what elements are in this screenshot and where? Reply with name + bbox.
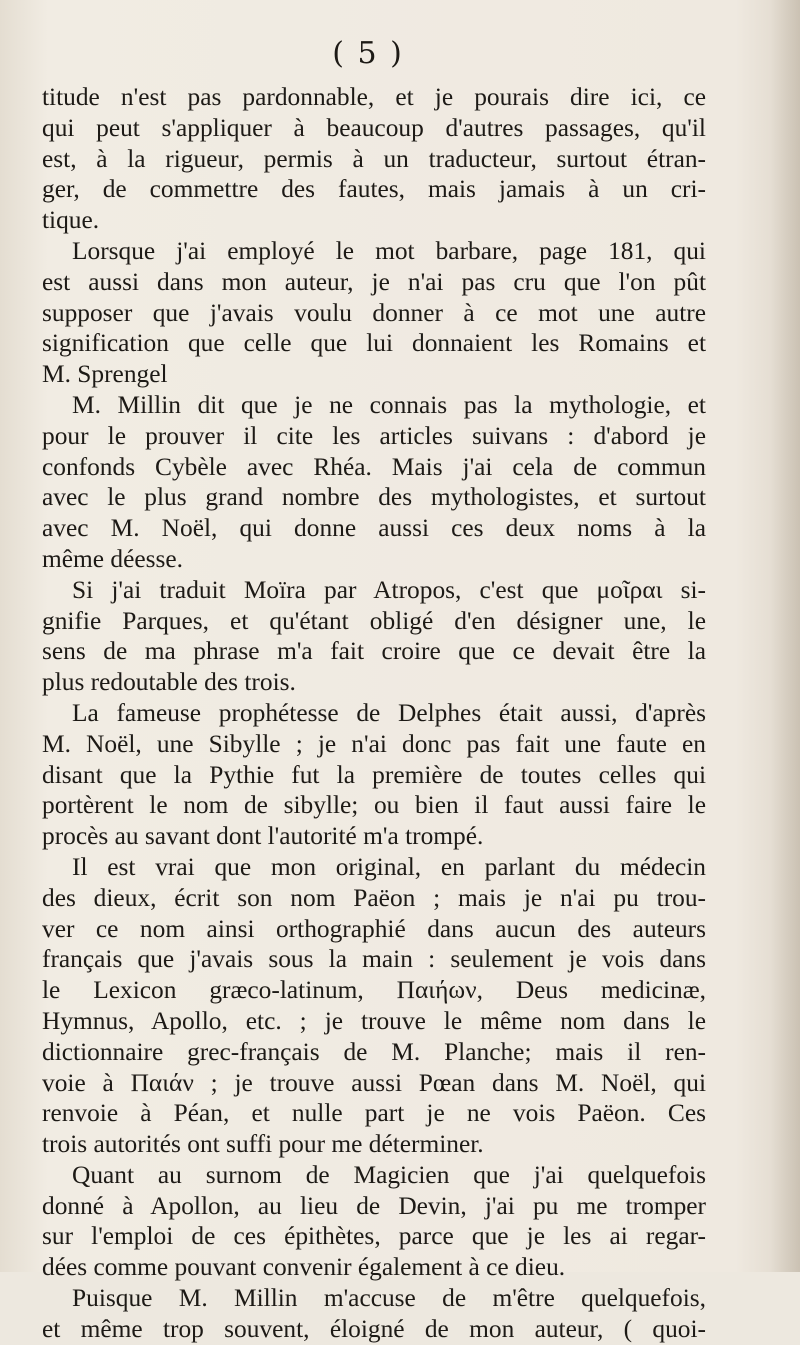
text-line: supposer que j'avais voulu donner à ce mot une autre	[42, 298, 706, 327]
text-line: dées comme pouvant convenir également à ce dieu.	[42, 1253, 566, 1282]
text-line: trois autorités ont suffi pour me déterminer.	[42, 1130, 484, 1159]
text-line: Si j'ai traduit Moïra par Atropos, c'est que μοῖραι si-	[72, 575, 706, 604]
text-line: avec le plus grand nombre des mythologistes, et surtout	[42, 483, 706, 512]
text-line: Hymnus, Apollo, etc. ; je trouve le même nom dans le	[42, 1006, 706, 1035]
text-line: confonds Cybèle avec Rhéa. Mais j'ai cela de commun	[42, 452, 706, 481]
text-line: signification que celle que lui donnaient les Romains et	[42, 329, 706, 358]
text-line: des dieux, écrit son nom Paëon ; mais je n'ai pu trou-	[42, 883, 706, 912]
text-line: portèrent le nom de sibylle; ou bien il faut aussi faire le	[42, 791, 706, 820]
text-line: Lorsque j'ai employé le mot barbare, page 181, qui	[72, 236, 706, 265]
text-line: même déesse.	[42, 544, 183, 573]
text-line: disant que la Pythie fut la première de toutes celles qui	[42, 760, 706, 789]
text-line: M. Noël, une Sibylle ; je n'ai donc pas fait une faute en	[42, 729, 706, 758]
text-line: Il est vrai que mon original, en parlant du médecin	[72, 852, 706, 881]
text-line: Quant au surnom de Magicien que j'ai quelquefois	[72, 1160, 706, 1189]
text-line: renvoie à Péan, et nulle part je ne vois Paëon. Ces	[42, 1099, 706, 1128]
text-line: ger, de commettre des fautes, mais jamais à un cri-	[42, 175, 706, 204]
text-line: et même trop souvent, éloigné de mon auteur, ( quoi-	[42, 1314, 706, 1343]
text-line: plus redoutable des trois.	[42, 668, 296, 697]
text-line: qui peut s'appliquer à beaucoup d'autres passages, qu'il	[42, 113, 706, 142]
text-line: M. Sprengel	[42, 360, 168, 389]
text-line: Puisque M. Millin m'accuse de m'être quelquefois,	[72, 1284, 706, 1313]
text-line: sens de ma phrase m'a fait croire que ce devait être la	[42, 637, 706, 666]
text-line: le Lexicon græco-latinum, Παιήων, Deus medicinæ,	[42, 976, 706, 1005]
text-line: La fameuse prophétesse de Delphes était aussi, d'après	[72, 698, 706, 727]
body-text	[42, 82, 706, 1345]
page-edge-shadow	[770, 0, 800, 1272]
text-line: gnifie Parques, et qu'étant obligé d'en désigner une, le	[42, 606, 706, 635]
text-line: dictionnaire grec-français de M. Planche; mais il ren-	[42, 1037, 706, 1066]
text-line: donné à Apollon, au lieu de Devin, j'ai pu me tromper	[42, 1191, 706, 1220]
text-line: est, à la rigueur, permis à un traducteur, surtout étran-	[42, 144, 706, 173]
text-line: M. Millin dit que je ne connais pas la mythologie, et	[72, 390, 706, 419]
text-line: voie à Παιάν ; je trouve aussi Pœan dans M. Noël, qui	[42, 1068, 706, 1097]
text-line: titude n'est pas pardonnable, et je pourais dire ici, ce	[42, 83, 706, 111]
text-line: tique.	[42, 206, 100, 235]
text-line: avec M. Noël, qui donne aussi ces deux noms à la	[42, 514, 706, 543]
text-line: ver ce nom ainsi orthographié dans aucun des auteurs	[42, 914, 706, 943]
text-line: français que j'avais sous la main : seulement je vois dans	[42, 945, 706, 974]
text-line: pour le prouver il cite les articles suivans : d'abord je	[42, 421, 706, 450]
text-line: sur l'emploi de ces épithètes, parce que je les ai regar-	[42, 1222, 706, 1251]
page-number: ( 5 )	[332, 36, 404, 71]
text-line: est aussi dans mon auteur, je n'ai pas cru que l'on pût	[42, 267, 706, 296]
text-line: procès au savant dont l'autorité m'a trompé.	[42, 822, 484, 851]
